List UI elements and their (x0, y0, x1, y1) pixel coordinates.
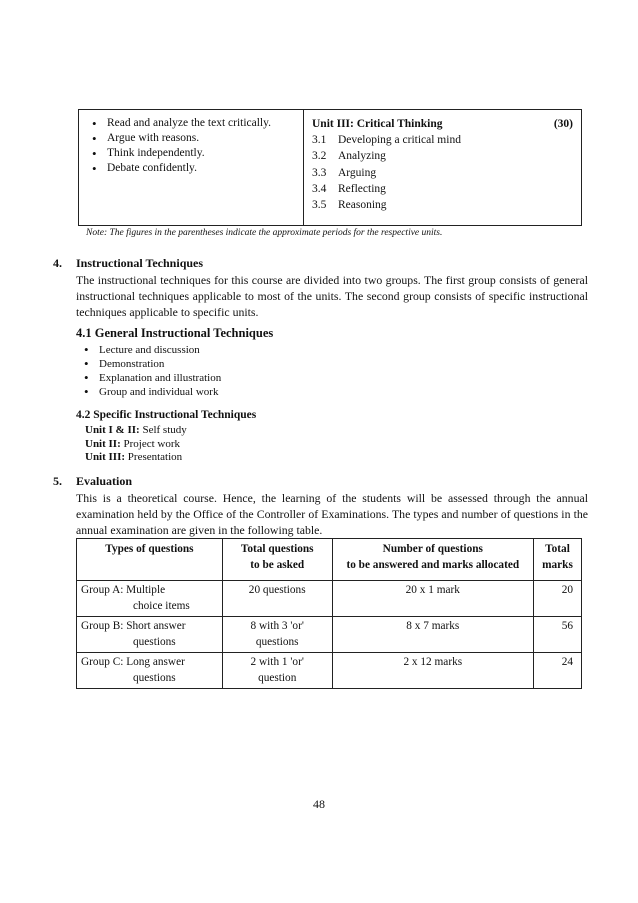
section-5-title: Evaluation (76, 474, 133, 488)
cell-asked: 8 with 3 'or' questions (222, 617, 332, 653)
unit-sub-item (312, 197, 573, 213)
cell-total: 20 (534, 581, 582, 617)
objective-item: • Debate confidently. (91, 161, 303, 176)
sub-item-text: Developing a critical mind (338, 134, 461, 146)
section-5-number: 5. (53, 474, 62, 488)
cell-type: Group B: Short answer questions (77, 617, 223, 653)
evaluation-table (76, 538, 582, 689)
header-answered-allocated: Number of questions to be answered and marks allocated (332, 539, 533, 581)
objective-item: • Read and analyze the text critically. (91, 116, 303, 131)
header-types: Types of questions (77, 539, 223, 581)
cell-asked: 2 with 1 'or' question (222, 653, 332, 689)
sub-item-number: 3.2 (312, 150, 327, 163)
specific-technique-value: Project work (123, 437, 181, 450)
unit-sub-item (312, 165, 573, 181)
sub-item-number: 3.1 (312, 134, 327, 146)
cell-asked: 20 questions (222, 581, 332, 617)
sub-item-text: Reflecting (338, 182, 386, 195)
specific-technique-value: Self study (142, 424, 187, 436)
cell-type: Group A: Multiple choice items (77, 581, 223, 617)
cell-allocated: 8 x 7 marks (332, 617, 533, 653)
page-number: 48 (313, 797, 325, 811)
sub-item-number: 3.4 (312, 182, 327, 195)
unit-table (78, 109, 582, 226)
cell-total: 24 (534, 653, 582, 689)
specific-technique-item (85, 438, 187, 452)
specific-technique-item (85, 451, 187, 465)
general-technique-item: • Group and individual work (83, 385, 221, 399)
unit-heading (312, 116, 573, 132)
general-technique-item: • Demonstration (83, 357, 221, 371)
unit-sub-item (312, 148, 573, 164)
general-techniques-title: 4.1 General Instructional Techniques (76, 326, 274, 340)
cell-allocated: 20 x 1 mark (332, 581, 533, 617)
cell-total: 56 (534, 617, 582, 653)
general-technique-item: • Lecture and discussion (83, 343, 221, 357)
sub-item-text: Arguing (338, 166, 377, 179)
unit-periods: (30) (553, 118, 573, 130)
objective-item: • Argue with reasons. (91, 131, 303, 146)
unit-sub-item (312, 132, 573, 148)
evaluation-header-row (77, 539, 582, 581)
specific-technique-value: Presentation (127, 451, 183, 463)
table-row (77, 653, 582, 689)
general-techniques-list-wrap (83, 343, 221, 399)
table-row (77, 581, 582, 617)
header-total-marks: Total marks (534, 539, 582, 581)
sub-item-number: 3.3 (312, 166, 327, 179)
objectives-list (91, 116, 303, 176)
unit-sub-item (312, 181, 573, 197)
cell-allocated: 2 x 12 marks (332, 653, 533, 689)
cell-type: Group C: Long answer questions (77, 653, 223, 689)
specific-techniques-list (85, 424, 187, 465)
specific-techniques-title: 4.2 Specific Instructional Techniques (76, 409, 257, 421)
unit-title: Unit III: Critical Thinking (312, 118, 443, 130)
section-4-paragraph: The instructional techniques for this course are divided into two groups. The first group consists of general instructional techniques applicable to most of the units. The second group consists of specific instructional techniques applicable to specific units. (76, 273, 588, 319)
sub-item-text: Reasoning (338, 199, 387, 212)
sub-item-text: Analyzing (338, 150, 386, 163)
sub-item-number: 3.5 (312, 199, 327, 212)
section-4-number: 4. (53, 256, 62, 270)
header-total-asked: Total questions to be asked (222, 539, 332, 581)
unit-content-cell (304, 110, 581, 225)
objectives-cell (79, 110, 304, 225)
general-techniques-list (83, 343, 221, 399)
specific-technique-label: Unit I & II: (85, 424, 140, 436)
specific-technique-item (85, 424, 187, 438)
section-4-title: Instructional Techniques (76, 256, 204, 270)
table-note: Note: The figures in the parentheses indicate the approximate periods for the respective units. (86, 228, 443, 238)
specific-technique-label: Unit III: (85, 451, 126, 463)
objective-item: • Think independently. (91, 146, 303, 161)
table-row (77, 617, 582, 653)
general-technique-item: • Explanation and illustration (83, 371, 221, 385)
specific-technique-label: Unit II: (85, 437, 121, 450)
section-5-paragraph: This is a theoretical course. Hence, the learning of the students will be assessed through the annual examination held by the Office of the Controller of Examinations. The types and number of questions in the annual examination are given in the following table. (76, 491, 588, 537)
